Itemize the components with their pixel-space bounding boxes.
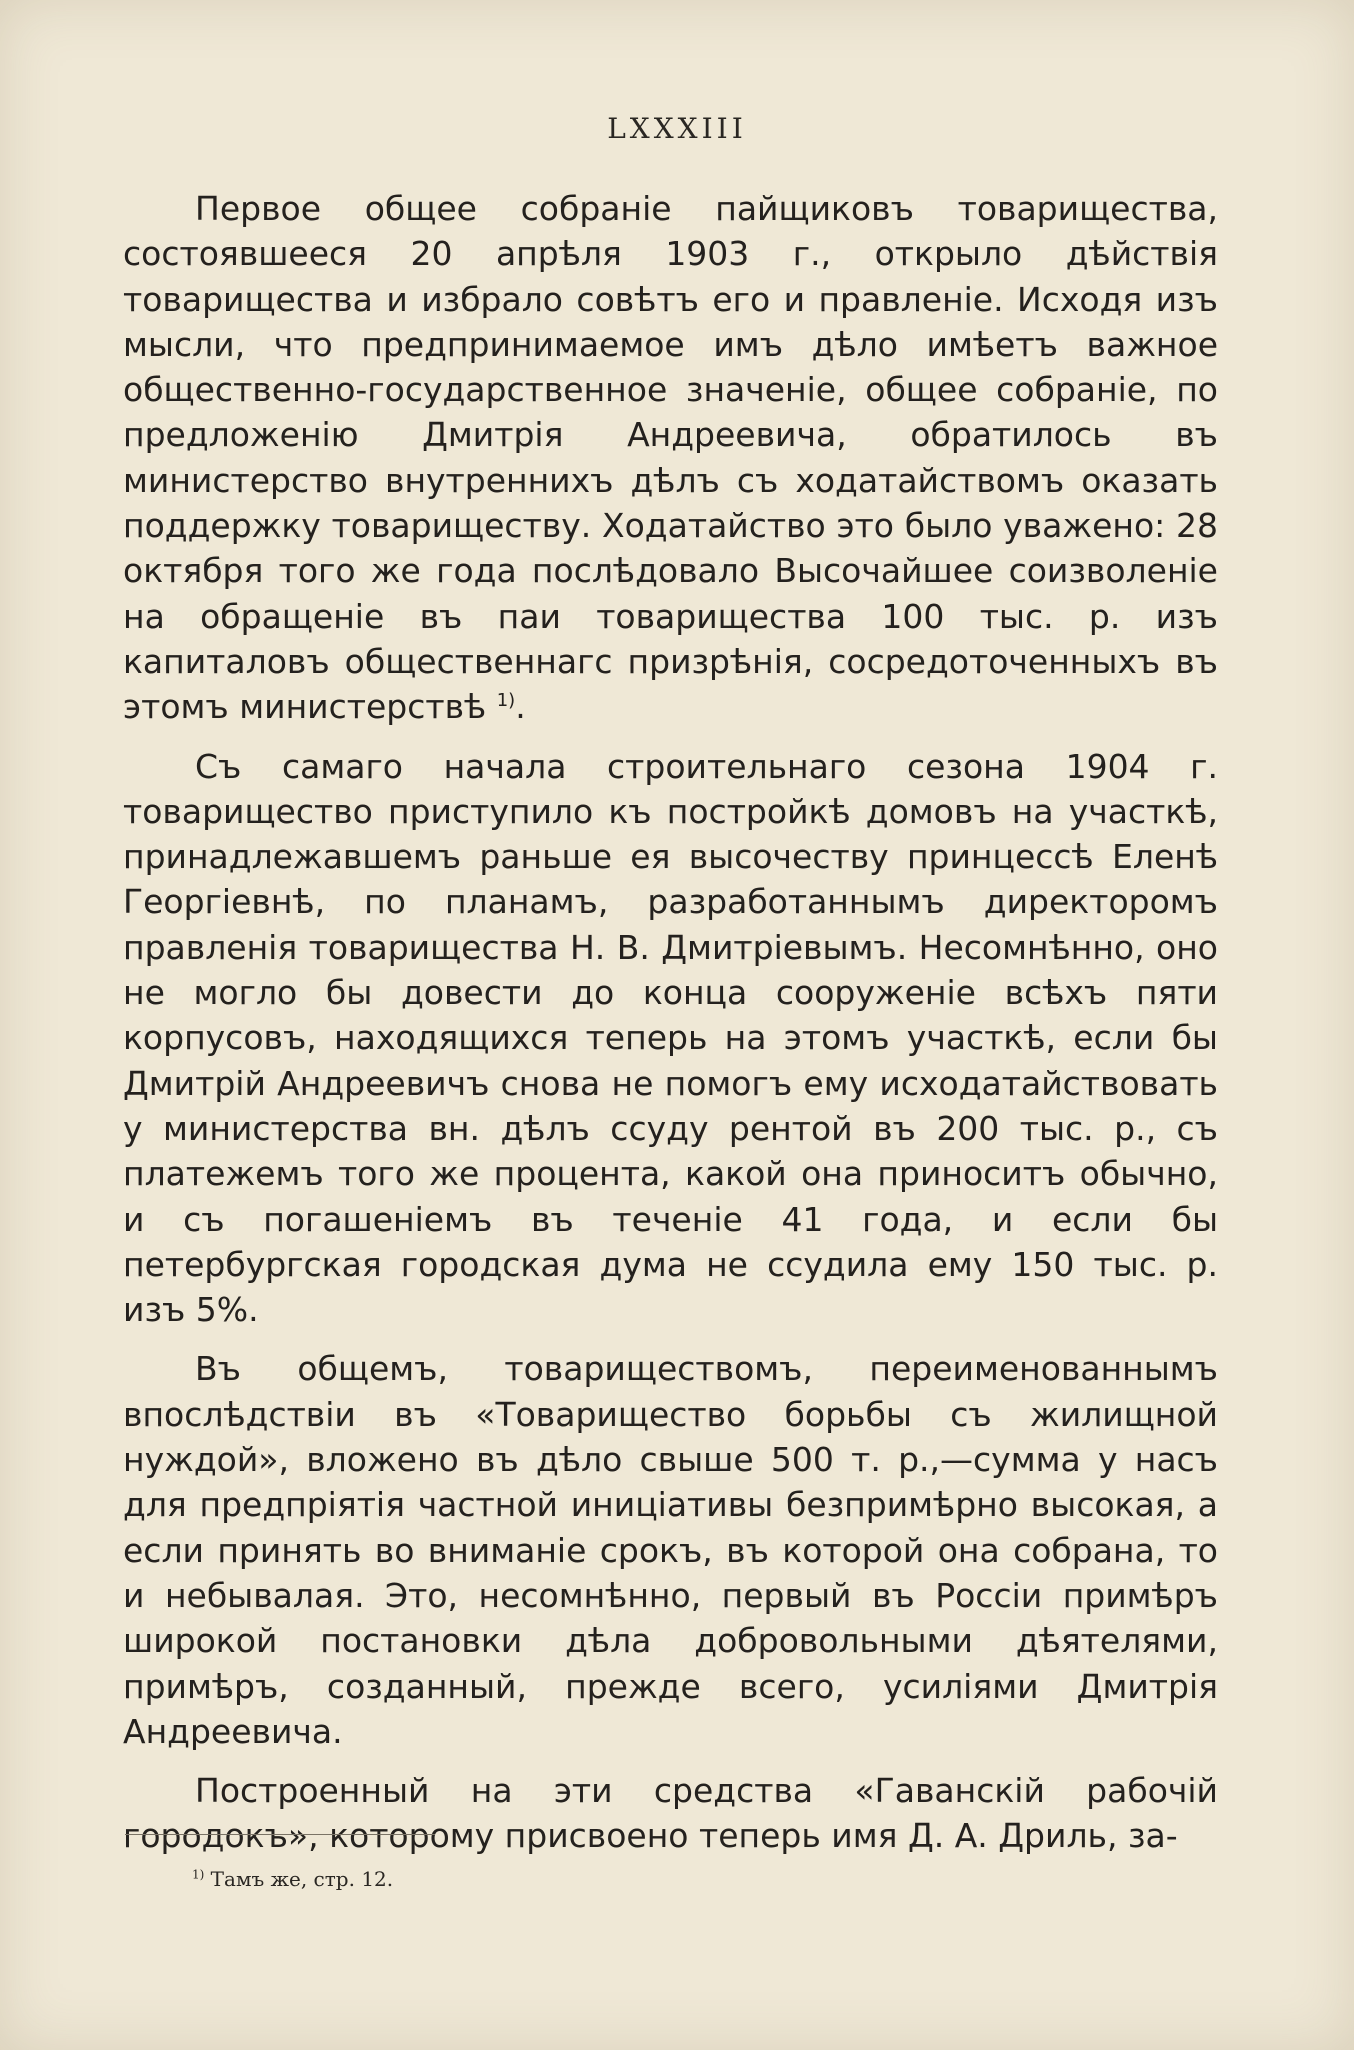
body-text <box>123 186 1218 1873</box>
paragraph-1-text: Первое общее собраніе пайщиковъ товарищества, состоявшееся 20 апрѣля 1903 г., открыло дѣйствія товарищества и избрало совѣтъ его и правленіе. Исходя изъ мысли, что предпринимаемое имъ дѣло имѣетъ важное общественно-государственное значеніе, общее собраніе, по предложенію Дмитрія Андреевича, обратилось въ министерство внутреннихъ дѣлъ съ ходатайствомъ оказать поддержку товариществу. Ходатайство это было уважено: 28 октября того же года послѣдовало Высочайшее соизволеніе на обращеніе въ паи товарищества 100 тыс. р. изъ капиталовъ общественнагс призрѣнія, сосредоточенныхъ въ этомъ министерствѣ <box>123 189 1218 727</box>
paragraph-1 <box>123 186 1218 730</box>
footnote-text: Тамъ же, стр. 12. <box>204 1867 394 1891</box>
page-number: LXXXIII <box>607 112 747 145</box>
paragraph-1-tail: . <box>515 687 526 727</box>
footnote-divider <box>125 1834 435 1835</box>
paragraph-2: Съ самаго начала строительнаго сезона 1904 г. товарищество приступило къ постройкѣ домовъ на участкѣ, принадлежавшемъ раньше ея высочеству принцессѣ Еленѣ Георгіевнѣ, по планамъ, разработаннымъ директоромъ правленія товарищества Н. В. Дмитріевымъ. Несомнѣнно, оно не могло бы довести до конца сооруженіе всѣхъ пяти корпусовъ, находящихся теперь на этомъ участкѣ, если бы Дмитрій Андреевичъ снова не помогъ ему исходатайствовать у министерства вн. дѣлъ ссуду рентой въ 200 тыс. р., съ платежемъ того же процента, какой она приноситъ обычно, и съ погашеніемъ въ теченіе 41 года, и если бы петербургская городская дума не ссудила ему 150 тыс. р. изъ 5%. <box>123 746 1218 1330</box>
paragraph-3: Въ общемъ, товариществомъ, переименованнымъ впослѣдствіи въ «Товарищество борьбы съ жилищной нуждой», вложено въ дѣло свыше 500 т. р.,—сумма у насъ для предпріятія частной иниціативы безпримѣрно высокая, а если принять во вниманіе срокъ, въ которой она собрана, то и небывалая. Это, несомнѣнно, первый въ Россіи примѣръ широкой постановки дѣла добровольными дѣятелями, примѣръ, созданный, прежде всего, усиліями Дмитрія Андреевича. <box>123 1349 1218 1751</box>
footnote <box>192 1867 393 1891</box>
footnote-marker: 1) <box>192 1867 205 1882</box>
paragraph-4: Построенный на эти средства «Гаванскій рабочій городокъ», которому присвоено теперь имя Д. А. Дриль, за- <box>123 1771 1218 1856</box>
footnote-reference: 1) <box>496 690 516 712</box>
